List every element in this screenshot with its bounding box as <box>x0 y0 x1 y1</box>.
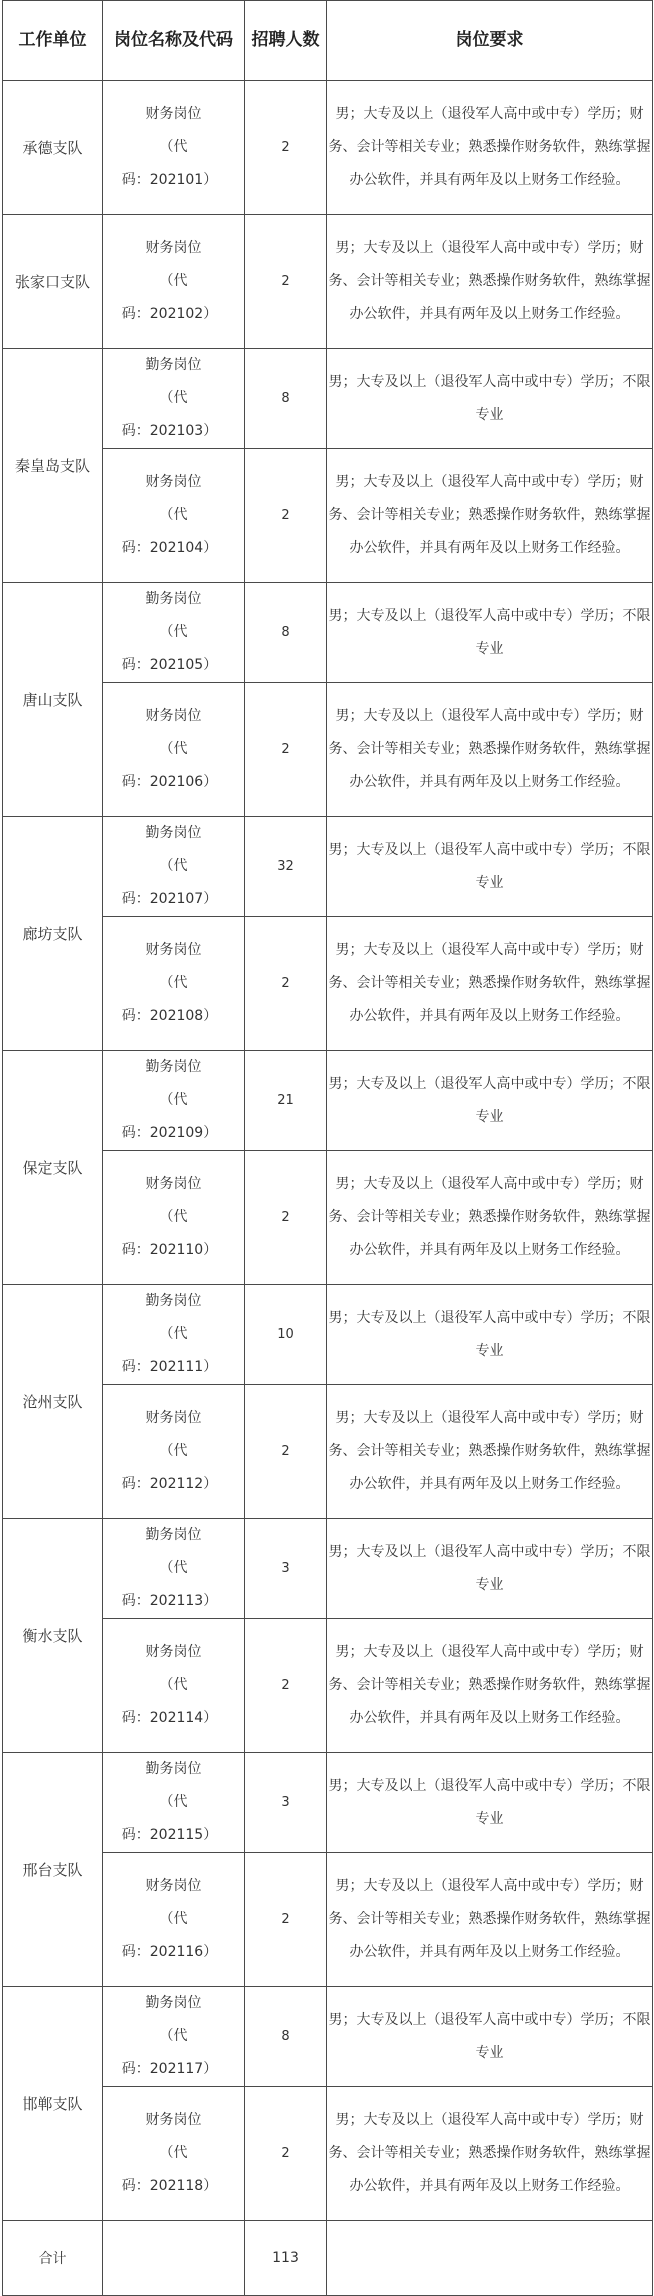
position-code: 码：202116） <box>121 1944 218 1960</box>
position-title: 财务岗位 <box>145 1176 202 1192</box>
header-row <box>3 1 653 81</box>
position-count: 3 <box>245 1519 327 1619</box>
header-count: 招聘人数 <box>245 1 327 81</box>
unit-name: 唐山支队 <box>3 583 103 817</box>
position-title: 勤务岗位 <box>145 1995 202 2011</box>
unit-name: 张家口支队 <box>3 215 103 349</box>
position-count: 2 <box>245 2087 327 2221</box>
position-count: 2 <box>245 683 327 817</box>
table-row <box>3 81 653 215</box>
header-unit: 工作单位 <box>3 1 103 81</box>
position-title: 财务岗位 <box>145 708 202 724</box>
position-code-label: （代 <box>159 975 188 991</box>
position-count: 2 <box>245 1385 327 1519</box>
position-code-label: （代 <box>159 507 188 523</box>
position-count: 32 <box>245 817 327 917</box>
total-requirement-empty <box>327 2221 653 2296</box>
position-code-label: （代 <box>159 390 188 406</box>
table-row <box>3 1051 653 1151</box>
position-code: 码：202107） <box>121 891 218 907</box>
position-code-label: （代 <box>159 2145 188 2161</box>
unit-name: 邢台支队 <box>3 1753 103 1987</box>
position-requirement: 男；大专及以上（退役军人高中或中专）学历；财务、会计等相关专业；熟悉操作财务软件，熟练掌握办公软件，并具有两年及以上财务工作经验。 <box>327 2087 653 2221</box>
position-requirement: 男；大专及以上（退役军人高中或中专）学历；不限专业 <box>327 1987 653 2087</box>
position-cell <box>103 917 245 1051</box>
table-row <box>3 349 653 449</box>
position-title: 财务岗位 <box>145 106 202 122</box>
position-count: 2 <box>245 215 327 349</box>
unit-name: 廊坊支队 <box>3 817 103 1051</box>
position-title: 勤务岗位 <box>145 591 202 607</box>
position-requirement: 男；大专及以上（退役军人高中或中专）学历；不限专业 <box>327 583 653 683</box>
position-code: 码：202113） <box>121 1593 218 1609</box>
position-code-label: （代 <box>159 1443 188 1459</box>
position-title: 勤务岗位 <box>145 357 202 373</box>
position-count: 2 <box>245 917 327 1051</box>
position-code-label: （代 <box>159 1092 188 1108</box>
position-code: 码：202111） <box>121 1359 218 1375</box>
position-count: 21 <box>245 1051 327 1151</box>
position-count: 2 <box>245 449 327 583</box>
position-requirement: 男；大专及以上（退役军人高中或中专）学历；财务、会计等相关专业；熟悉操作财务软件，熟练掌握办公软件，并具有两年及以上财务工作经验。 <box>327 683 653 817</box>
position-cell <box>103 1753 245 1853</box>
position-title: 财务岗位 <box>145 1878 202 1894</box>
position-title: 勤务岗位 <box>145 825 202 841</box>
position-count: 2 <box>245 81 327 215</box>
position-code-label: （代 <box>159 2028 188 2044</box>
position-count: 10 <box>245 1285 327 1385</box>
position-requirement: 男；大专及以上（退役军人高中或中专）学历；不限专业 <box>327 1051 653 1151</box>
total-row <box>3 2221 653 2296</box>
position-cell <box>103 817 245 917</box>
position-requirement: 男；大专及以上（退役军人高中或中专）学历；不限专业 <box>327 817 653 917</box>
position-title: 财务岗位 <box>145 474 202 490</box>
position-code: 码：202106） <box>121 774 218 790</box>
position-count: 8 <box>245 349 327 449</box>
position-title: 财务岗位 <box>145 1410 202 1426</box>
position-code: 码：202105） <box>121 657 218 673</box>
position-title: 勤务岗位 <box>145 1059 202 1075</box>
position-code-label: （代 <box>159 1911 188 1927</box>
table-row <box>3 817 653 917</box>
total-position-empty <box>103 2221 245 2296</box>
position-count: 8 <box>245 1987 327 2087</box>
position-requirement: 男；大专及以上（退役军人高中或中专）学历；财务、会计等相关专业；熟悉操作财务软件，熟练掌握办公软件，并具有两年及以上财务工作经验。 <box>327 81 653 215</box>
position-cell <box>103 449 245 583</box>
position-requirement: 男；大专及以上（退役军人高中或中专）学历；财务、会计等相关专业；熟悉操作财务软件，熟练掌握办公软件，并具有两年及以上财务工作经验。 <box>327 215 653 349</box>
position-code-label: （代 <box>159 741 188 757</box>
position-cell <box>103 1619 245 1753</box>
position-code: 码：202115） <box>121 1827 218 1843</box>
table-row <box>3 215 653 349</box>
position-code-label: （代 <box>159 1209 188 1225</box>
header-requirement: 岗位要求 <box>327 1 653 81</box>
unit-name: 沧州支队 <box>3 1285 103 1519</box>
position-cell <box>103 349 245 449</box>
unit-name: 承德支队 <box>3 81 103 215</box>
position-title: 财务岗位 <box>145 240 202 256</box>
unit-name: 秦皇岛支队 <box>3 349 103 583</box>
position-cell <box>103 1151 245 1285</box>
position-cell <box>103 81 245 215</box>
position-cell <box>103 215 245 349</box>
position-code-label: （代 <box>159 858 188 874</box>
recruitment-table <box>2 0 653 2296</box>
unit-name: 邯郸支队 <box>3 1987 103 2221</box>
total-count: 113 <box>245 2221 327 2296</box>
position-code: 码：202108） <box>121 1008 218 1024</box>
position-count: 2 <box>245 1151 327 1285</box>
position-cell <box>103 1987 245 2087</box>
position-code: 码：202104） <box>121 540 218 556</box>
position-code: 码：202114） <box>121 1710 218 1726</box>
position-code: 码：202117） <box>121 2061 218 2077</box>
position-code: 码：202118） <box>121 2178 218 2194</box>
position-title: 勤务岗位 <box>145 1761 202 1777</box>
table-body <box>3 81 653 2296</box>
position-cell <box>103 1385 245 1519</box>
unit-name: 保定支队 <box>3 1051 103 1285</box>
position-requirement: 男；大专及以上（退役军人高中或中专）学历；不限专业 <box>327 1753 653 1853</box>
position-requirement: 男；大专及以上（退役军人高中或中专）学历；不限专业 <box>327 349 653 449</box>
total-label: 合计 <box>3 2221 103 2296</box>
position-cell <box>103 2087 245 2221</box>
table-row <box>3 1285 653 1385</box>
position-cell <box>103 683 245 817</box>
table-row <box>3 1987 653 2087</box>
position-count: 3 <box>245 1753 327 1853</box>
position-requirement: 男；大专及以上（退役军人高中或中专）学历；财务、会计等相关专业；熟悉操作财务软件，熟练掌握办公软件，并具有两年及以上财务工作经验。 <box>327 917 653 1051</box>
table-row <box>3 583 653 683</box>
position-requirement: 男；大专及以上（退役军人高中或中专）学历；财务、会计等相关专业；熟悉操作财务软件，熟练掌握办公软件，并具有两年及以上财务工作经验。 <box>327 1619 653 1753</box>
header-position: 岗位名称及代码 <box>103 1 245 81</box>
position-code-label: （代 <box>159 1794 188 1810</box>
position-cell <box>103 583 245 683</box>
position-count: 8 <box>245 583 327 683</box>
position-title: 勤务岗位 <box>145 1293 202 1309</box>
position-code: 码：202109） <box>121 1125 218 1141</box>
position-title: 财务岗位 <box>145 2112 202 2128</box>
position-code: 码：202102） <box>121 306 218 322</box>
position-title: 勤务岗位 <box>145 1527 202 1543</box>
position-code: 码：202103） <box>121 423 218 439</box>
position-title: 财务岗位 <box>145 1644 202 1660</box>
position-cell <box>103 1853 245 1987</box>
unit-name: 衡水支队 <box>3 1519 103 1753</box>
position-code: 码：202112） <box>121 1476 218 1492</box>
position-code-label: （代 <box>159 1326 188 1342</box>
position-title: 财务岗位 <box>145 942 202 958</box>
position-cell <box>103 1519 245 1619</box>
position-requirement: 男；大专及以上（退役军人高中或中专）学历；财务、会计等相关专业；熟悉操作财务软件，熟练掌握办公软件，并具有两年及以上财务工作经验。 <box>327 1853 653 1987</box>
position-count: 2 <box>245 1619 327 1753</box>
position-requirement: 男；大专及以上（退役军人高中或中专）学历；不限专业 <box>327 1519 653 1619</box>
table-row <box>3 1753 653 1853</box>
position-code-label: （代 <box>159 273 188 289</box>
position-code-label: （代 <box>159 139 188 155</box>
position-count: 2 <box>245 1853 327 1987</box>
position-requirement: 男；大专及以上（退役军人高中或中专）学历；财务、会计等相关专业；熟悉操作财务软件，熟练掌握办公软件，并具有两年及以上财务工作经验。 <box>327 1385 653 1519</box>
position-code: 码：202110） <box>121 1242 218 1258</box>
position-cell <box>103 1285 245 1385</box>
position-code-label: （代 <box>159 1677 188 1693</box>
position-code-label: （代 <box>159 624 188 640</box>
table-row <box>3 1519 653 1619</box>
position-code: 码：202101） <box>121 172 218 188</box>
position-requirement: 男；大专及以上（退役军人高中或中专）学历；不限专业 <box>327 1285 653 1385</box>
position-requirement: 男；大专及以上（退役军人高中或中专）学历；财务、会计等相关专业；熟悉操作财务软件，熟练掌握办公软件，并具有两年及以上财务工作经验。 <box>327 1151 653 1285</box>
position-requirement: 男；大专及以上（退役军人高中或中专）学历；财务、会计等相关专业；熟悉操作财务软件，熟练掌握办公软件，并具有两年及以上财务工作经验。 <box>327 449 653 583</box>
position-cell <box>103 1051 245 1151</box>
position-code-label: （代 <box>159 1560 188 1576</box>
